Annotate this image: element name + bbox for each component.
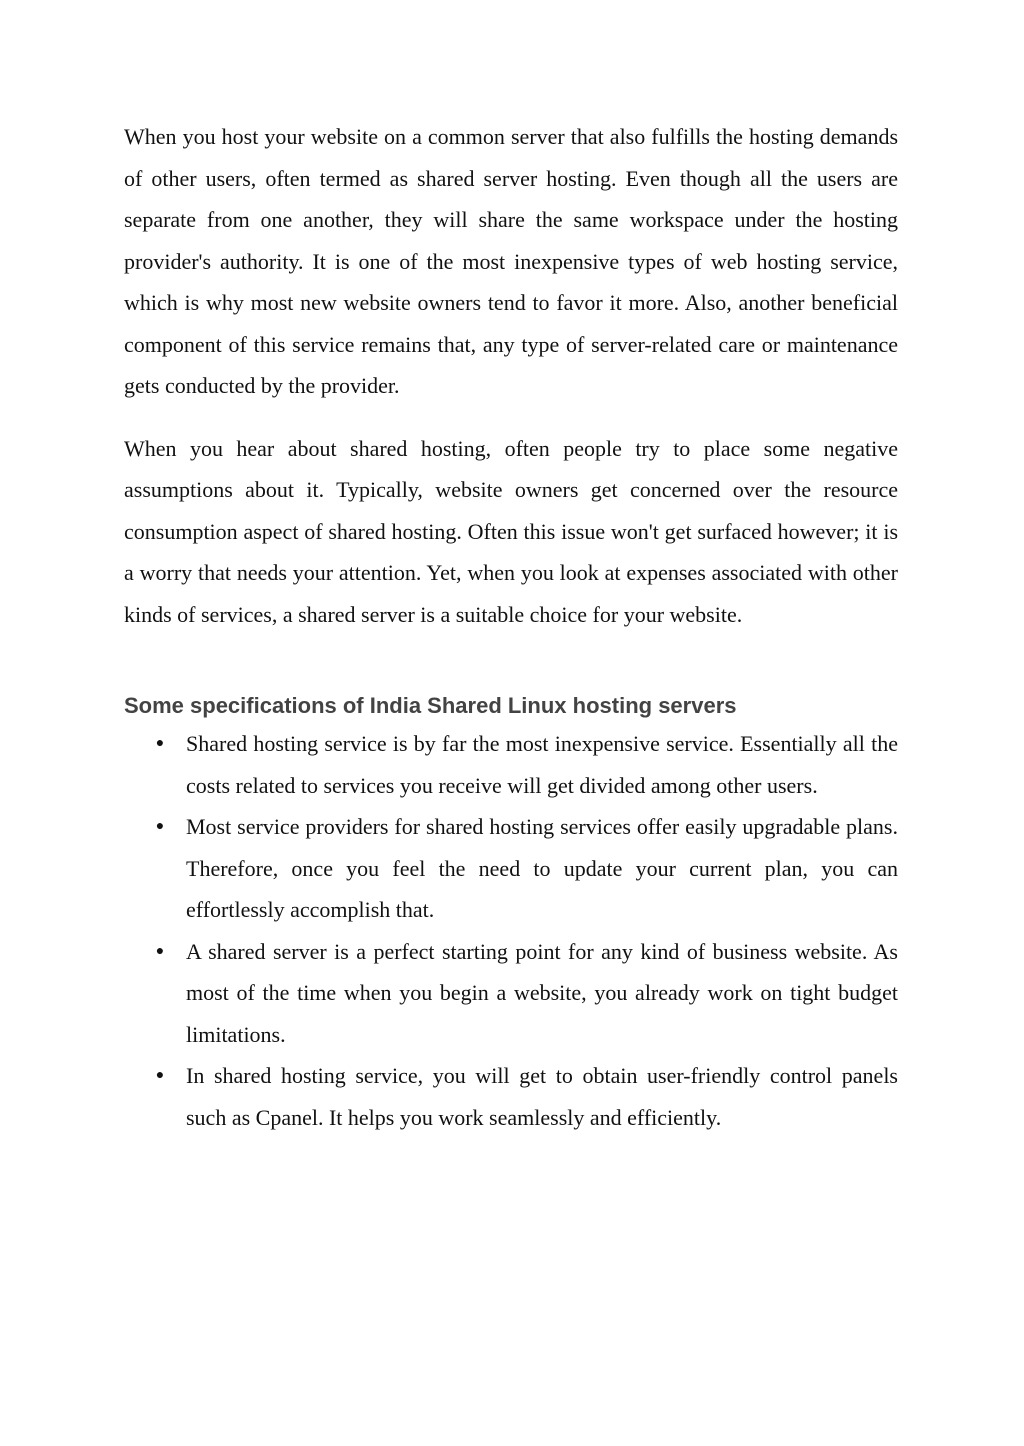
specification-list: [124, 723, 898, 1138]
bullet-icon: ●: [155, 736, 165, 751]
body-paragraph: When you host your website on a common server that also fulfills the hosting demands of other users, often termed as shared server hosting. Even though all the users are separate from one another, they will share the same workspace under the hosting provider's authority. It is one of the most inexpensive types of web hosting service, which is why most new website owners tend to favor it more. Also, another beneficial component of this service remains that, any type of server-related care or maintenance gets conducted by the provider.: [124, 124, 898, 398]
list-item-text: A shared server is a perfect starting point for any kind of business website. As most of the time when you begin a website, you already work on tight budget limitations.: [186, 938, 898, 1047]
section-heading: Some specifications of India Shared Linux hosting servers: [124, 693, 737, 718]
list-item: [155, 931, 898, 1056]
bullet-icon: ●: [155, 943, 165, 959]
document-page: [124, 116, 898, 1138]
list-item-text: In shared hosting service, you will get to obtain user-friendly control panels such as Cpanel. It helps you work seamlessly and efficiently.: [186, 1063, 898, 1130]
list-item-text: Most service providers for shared hosting services offer easily upgradable plans. Therefore, once you feel the need to update your current plan, you can effortlessly accomplish that.: [186, 814, 898, 922]
list-item: [155, 723, 898, 806]
list-item-text: Shared hosting service is by far the most inexpensive service. Essentially all the costs related to services you receive will get divided among other users.: [186, 731, 898, 798]
body-paragraph: When you hear about shared hosting, often people try to place some negative assumptions about it. Typically, website owners get concerned over the resource consumption aspect of shared hosting. Often this issue won't get surfaced however; it is a worry that needs your attention. Yet, when you look at expenses associated with other kinds of services, a shared server is a suitable choice for your website.: [124, 435, 898, 627]
list-item: [155, 806, 898, 931]
bullet-icon: ●: [155, 1068, 165, 1083]
bullet-icon: ●: [155, 819, 165, 834]
list-item: [155, 1055, 898, 1138]
